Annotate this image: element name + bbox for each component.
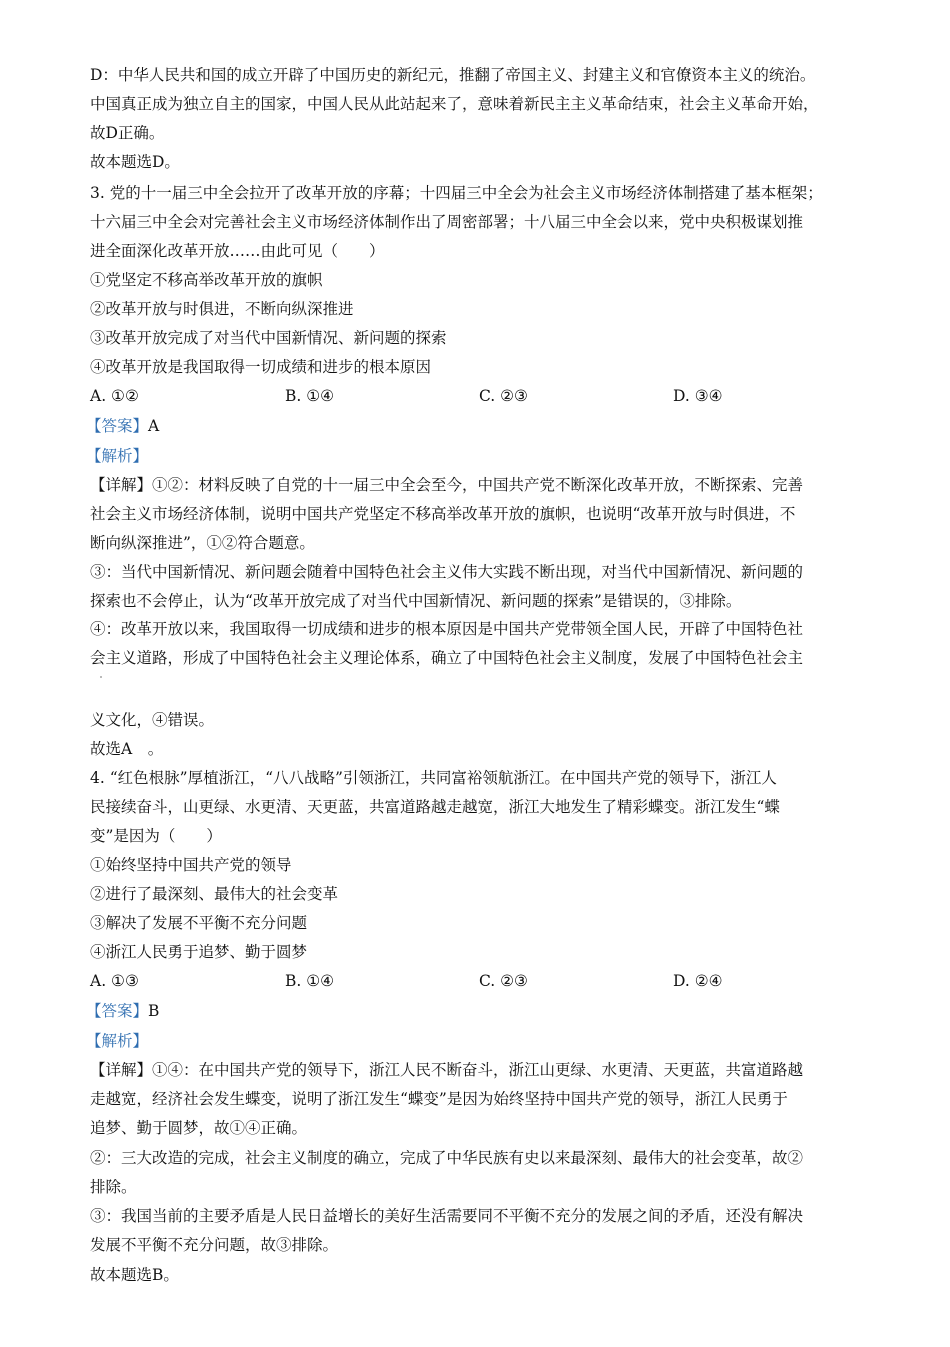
answer-line xyxy=(86,1001,159,1021)
explanation-line: 会主义道路，形成了中国特色社会主义理论体系，确立了中国特色社会主义制度，发展了中国特色社会主 xyxy=(90,649,804,667)
text-line: 故D正确。 xyxy=(90,124,165,142)
explanation-line: 发展不平衡不充分问题，故③排除。 xyxy=(90,1236,339,1254)
answer-line xyxy=(86,416,159,436)
statement: ②改革开放与时俱进，不断向纵深推进 xyxy=(90,300,354,318)
text-line: 中国真正成为独立自主的国家，中国人民从此站起来了，意味着新民主主义革命结束，社会主义革命开始， xyxy=(90,95,819,113)
analysis-label: 【解析】 xyxy=(86,1032,149,1050)
statement: ④浙江人民勇于追梦、勤于圆梦 xyxy=(90,943,308,961)
explanation-line: ④：改革开放以来，我国取得一切成绩和进步的根本原因是中国共产党带领全国人民，开辟了中国特色社 xyxy=(90,620,804,638)
text-line: 故本题选D。 xyxy=(90,153,180,171)
explanation-line: 探索也不会停止，认为“改革开放完成了对当代中国新情况、新问题的探索”是错误的，③排除。 xyxy=(90,592,742,610)
explanation-line: 义文化，④错误。 xyxy=(90,711,215,729)
explanation-line: ③：我国当前的主要矛盾是人民日益增长的美好生活需要同不平衡不充分的发展之间的矛盾，还没有解决 xyxy=(90,1207,804,1225)
question-4-stem: 4. “红色根脉”厚植浙江，“八八战略”引领浙江，共同富裕领航浙江。在中国共产党的领导下，浙江人 xyxy=(90,769,777,787)
stray-mark xyxy=(100,676,102,678)
explanation-line: 排除。 xyxy=(90,1178,137,1196)
option-d: D. ③④ xyxy=(673,387,723,405)
explanation-line: 社会主义市场经济体制，说明中国共产党坚定不移高举改革开放的旗帜，也说明“改革开放与时俱进，不 xyxy=(90,505,796,523)
explanation-line: 故选A 。 xyxy=(90,740,164,758)
answer-label: 【答案】 xyxy=(86,417,149,435)
option-c: C. ②③ xyxy=(479,972,528,990)
statement: ①党坚定不移高举改革开放的旗帜 xyxy=(90,271,323,289)
text-line: D：中华人民共和国的成立开辟了中国历史的新纪元，推翻了帝国主义、封建主义和官僚资本主义的统治。 xyxy=(90,66,816,84)
option-a: A. ①③ xyxy=(90,972,139,990)
explanation-line: 故本题选B。 xyxy=(90,1266,179,1284)
question-4-stem: 变”是因为（ ） xyxy=(90,827,222,845)
answer-value: A xyxy=(148,417,160,435)
explanation-line: 断向纵深推进”，①②符合题意。 xyxy=(90,534,315,552)
statement: ①始终坚持中国共产党的领导 xyxy=(90,856,292,874)
answer-label: 【答案】 xyxy=(86,1002,149,1020)
option-c: C. ②③ xyxy=(479,387,528,405)
statement: ③改革开放完成了对当代中国新情况、新问题的探索 xyxy=(90,329,447,347)
answer-value: B xyxy=(148,1002,160,1020)
option-a: A. ①② xyxy=(90,387,139,405)
analysis-label: 【解析】 xyxy=(86,447,149,465)
question-3-stem: 十六届三中全会对完善社会主义市场经济体制作出了周密部署；十八届三中全会以来，党中央积极谋划推 xyxy=(90,213,804,231)
question-3-stem: 进全面深化改革开放……由此可见（ ） xyxy=(90,242,385,260)
explanation-line: ③：当代中国新情况、新问题会随着中国特色社会主义伟大实践不断出现，对当代中国新情况、新问题的 xyxy=(90,563,804,581)
option-b: B. ①④ xyxy=(285,387,335,405)
statement: ③解决了发展不平衡不充分问题 xyxy=(90,914,308,932)
explanation-line: 走越宽，经济社会发生蝶变，说明了浙江发生“蝶变”是因为始终坚持中国共产党的领导，浙江人民勇于 xyxy=(90,1090,788,1108)
explanation-line: ②：三大改造的完成，社会主义制度的确立，完成了中华民族有史以来最深刻、最伟大的社会变革，故② xyxy=(90,1149,804,1167)
question-3-stem: 3. 党的十一届三中全会拉开了改革开放的序幕；十四届三中全会为社会主义市场经济体制搭建了基本框架； xyxy=(90,184,823,202)
question-4-stem: 民接续奋斗，山更绿、水更清、天更蓝，共富道路越走越宽，浙江大地发生了精彩蝶变。浙江发生“蝶 xyxy=(90,798,780,816)
explanation-line: 【详解】①④：在中国共产党的领导下，浙江人民不断奋斗，浙江山更绿、水更清、天更蓝，共富道路越 xyxy=(90,1061,804,1079)
statement: ④改革开放是我国取得一切成绩和进步的根本原因 xyxy=(90,358,432,376)
explanation-line: 【详解】①②：材料反映了自党的十一届三中全会至今，中国共产党不断深化改革开放，不断探索、完善 xyxy=(90,476,804,494)
option-d: D. ②④ xyxy=(673,972,723,990)
statement: ②进行了最深刻、最伟大的社会变革 xyxy=(90,885,339,903)
explanation-line: 追梦、勤于圆梦，故①④正确。 xyxy=(90,1119,308,1137)
option-b: B. ①④ xyxy=(285,972,335,990)
